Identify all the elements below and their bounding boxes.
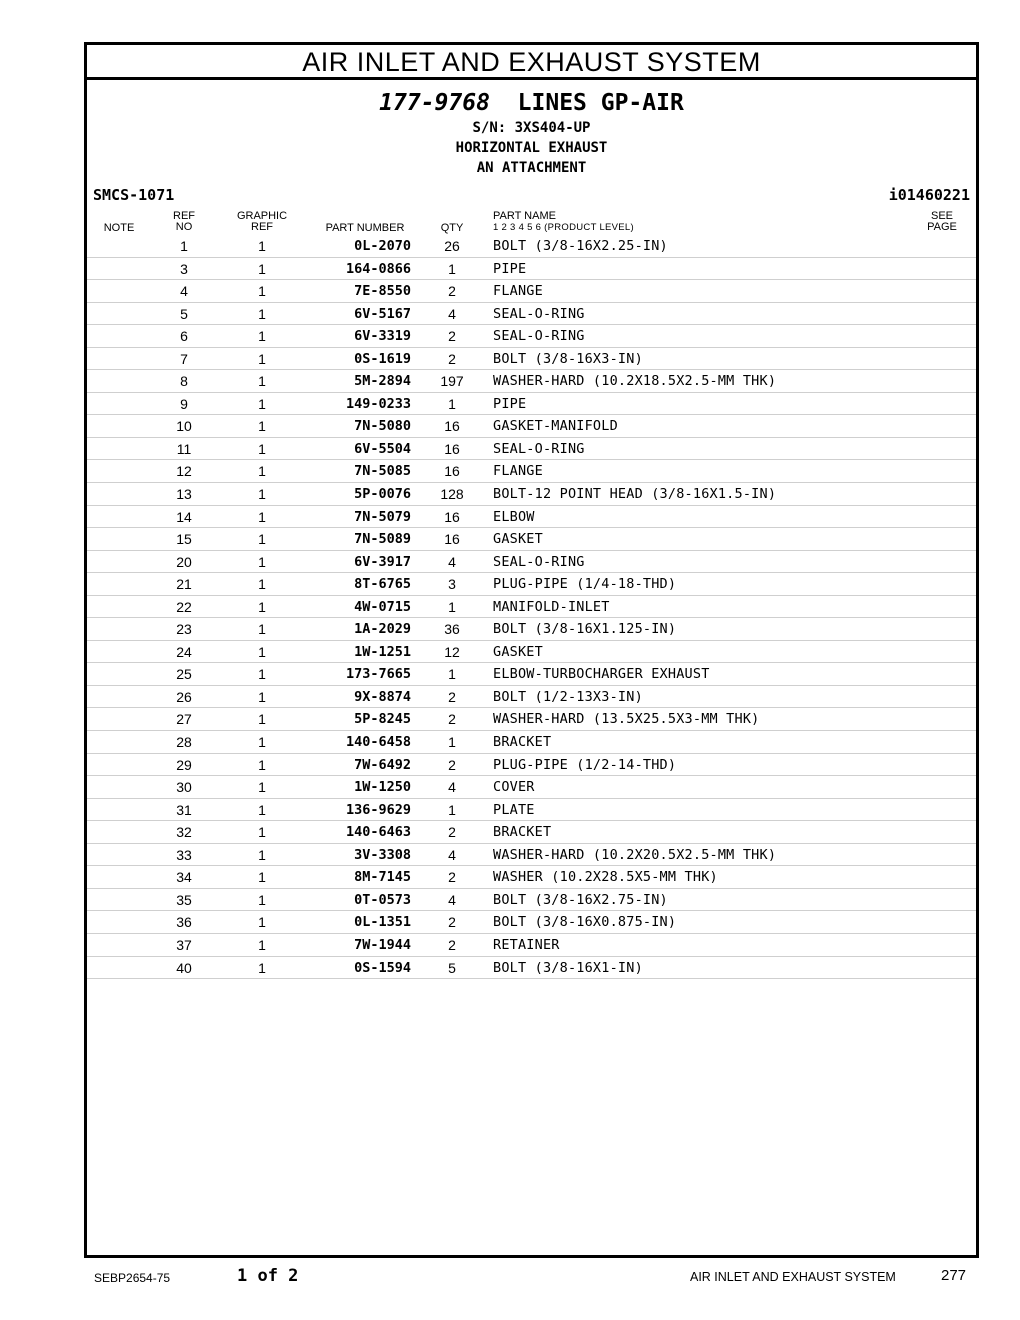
table-row xyxy=(87,280,976,303)
quantity: 1 xyxy=(448,395,456,412)
group-title xyxy=(87,89,976,117)
quantity: 2 xyxy=(448,824,456,841)
part-number: 164-0866 xyxy=(345,260,411,277)
graphic-ref: 1 xyxy=(258,305,266,322)
graphic-ref: 1 xyxy=(258,238,266,254)
graphic-ref: 1 xyxy=(258,553,266,570)
quantity: 16 xyxy=(444,531,460,548)
part-name: PIPE xyxy=(493,395,527,412)
graphic-ref: 1 xyxy=(258,914,266,931)
part-number: 7W-1944 xyxy=(354,936,411,953)
quantity: 2 xyxy=(448,688,456,705)
graphic-ref: 1 xyxy=(258,666,266,683)
ref-no: 26 xyxy=(176,688,192,705)
quantity: 1 xyxy=(448,734,456,751)
part-name: ELBOW xyxy=(493,508,535,525)
part-number: 0T-0573 xyxy=(354,891,411,908)
quantity: 2 xyxy=(448,283,456,300)
quantity: 2 xyxy=(448,756,456,773)
ref-no: 5 xyxy=(180,305,188,322)
illustration-id: i01460221 xyxy=(888,186,970,204)
document-id: SEBP2654-75 xyxy=(94,1271,171,1285)
part-number: 140-6463 xyxy=(345,824,411,841)
part-name: RETAINER xyxy=(493,936,560,953)
description-line-1: HORIZONTAL EXHAUST xyxy=(455,140,608,156)
ref-no: 31 xyxy=(176,801,192,818)
part-name: BRACKET xyxy=(493,734,552,751)
ref-no: 14 xyxy=(176,508,192,525)
graphic-ref: 1 xyxy=(258,486,266,503)
graphic-ref: 1 xyxy=(258,576,266,593)
ref-no: 22 xyxy=(176,598,192,615)
part-number: 0S-1594 xyxy=(354,959,411,976)
part-name: WASHER-HARD (10.2X18.5X2.5-MM THK) xyxy=(493,373,777,390)
ref-no: 3 xyxy=(180,260,188,277)
table-row xyxy=(87,415,976,438)
part-number: 6V-3917 xyxy=(354,553,411,570)
ref-no: 24 xyxy=(176,643,192,660)
table-row xyxy=(87,303,976,326)
part-name: GASKET xyxy=(493,531,543,548)
ref-no: 15 xyxy=(176,531,192,548)
quantity: 2 xyxy=(448,914,456,931)
table-row xyxy=(87,821,976,844)
parts-table xyxy=(87,235,976,979)
part-number: 9X-8874 xyxy=(354,688,411,705)
table-row xyxy=(87,438,976,461)
table-row xyxy=(87,483,976,506)
quantity: 16 xyxy=(444,508,460,525)
group-name: LINES GP-AIR xyxy=(517,90,684,116)
part-number: 7E-8550 xyxy=(354,283,411,300)
quantity: 1 xyxy=(448,801,456,818)
part-name: GASKET xyxy=(493,643,543,660)
quantity: 2 xyxy=(448,711,456,728)
part-name: FLANGE xyxy=(493,463,543,480)
part-name: MANIFOLD-INLET xyxy=(493,598,610,615)
part-number: 3V-3308 xyxy=(354,846,411,863)
table-row xyxy=(87,866,976,889)
part-number: 6V-5167 xyxy=(354,305,411,322)
part-name: PLUG-PIPE (1/2-14-THD) xyxy=(493,756,677,773)
header-part-name: PART NAME 1 2 3 4 5 6 (PRODUCT LEVEL) xyxy=(493,210,634,233)
graphic-ref: 1 xyxy=(258,936,266,953)
quantity: 4 xyxy=(448,846,456,863)
table-row xyxy=(87,235,976,258)
ref-no: 8 xyxy=(180,373,188,390)
table-row xyxy=(87,776,976,799)
ref-no: 35 xyxy=(176,891,192,908)
part-number: 7W-6492 xyxy=(354,756,411,773)
graphic-ref: 1 xyxy=(258,621,266,638)
graphic-ref: 1 xyxy=(258,463,266,480)
quantity: 26 xyxy=(444,238,460,254)
part-number: 8T-6765 xyxy=(354,576,411,593)
table-row xyxy=(87,618,976,641)
part-number: 5P-8245 xyxy=(354,711,411,728)
ref-no: 21 xyxy=(176,576,192,593)
ref-no: 11 xyxy=(176,440,192,457)
header-note: NOTE xyxy=(103,222,135,234)
quantity: 2 xyxy=(448,350,456,367)
graphic-ref: 1 xyxy=(258,824,266,841)
graphic-ref: 1 xyxy=(258,846,266,863)
part-name: BOLT (3/8-16X3-IN) xyxy=(493,350,643,367)
graphic-ref: 1 xyxy=(258,418,266,435)
quantity: 4 xyxy=(448,891,456,908)
part-name: BOLT (3/8-16X2.25-IN) xyxy=(493,238,668,254)
table-row xyxy=(87,844,976,867)
table-row xyxy=(87,731,976,754)
ref-no: 20 xyxy=(176,553,192,570)
quantity: 128 xyxy=(440,486,464,503)
ref-no: 33 xyxy=(176,846,192,863)
table-row xyxy=(87,934,976,957)
table-row xyxy=(87,258,976,281)
part-name: BOLT (3/8-16X1-IN) xyxy=(493,959,643,976)
part-name: WASHER (10.2X28.5X5-MM THK) xyxy=(493,869,718,886)
part-number: 136-9629 xyxy=(345,801,411,818)
part-number: 8M-7145 xyxy=(354,869,411,886)
part-name: BOLT (3/8-16X0.875-IN) xyxy=(493,914,677,931)
graphic-ref: 1 xyxy=(258,801,266,818)
header-graphic-ref: GRAPHIC REF xyxy=(236,210,288,233)
part-number: 6V-5504 xyxy=(354,440,411,457)
graphic-ref: 1 xyxy=(258,373,266,390)
quantity: 1 xyxy=(448,260,456,277)
part-number: 5P-0076 xyxy=(354,486,411,503)
quantity: 36 xyxy=(444,621,460,638)
part-name: SEAL-O-RING xyxy=(493,553,585,570)
graphic-ref: 1 xyxy=(258,688,266,705)
ref-no: 23 xyxy=(176,621,192,638)
quantity: 1 xyxy=(448,598,456,615)
ref-no: 1 xyxy=(180,238,188,254)
header-product-levels: 1 2 3 4 5 6 (PRODUCT LEVEL) xyxy=(493,222,634,233)
header-ref-no: REF NO xyxy=(173,210,195,233)
part-name: PIPE xyxy=(493,260,527,277)
ref-no: 10 xyxy=(176,418,192,435)
ref-no: 37 xyxy=(176,936,192,953)
part-name: ELBOW-TURBOCHARGER EXHAUST xyxy=(493,666,710,683)
part-name: SEAL-O-RING xyxy=(493,305,585,322)
table-row xyxy=(87,596,976,619)
quantity: 5 xyxy=(448,959,456,976)
ref-no: 36 xyxy=(176,914,192,931)
ref-no: 6 xyxy=(180,328,188,345)
part-number: 1W-1251 xyxy=(354,643,411,660)
graphic-ref: 1 xyxy=(258,440,266,457)
ref-no: 7 xyxy=(180,350,188,367)
quantity: 2 xyxy=(448,328,456,345)
graphic-ref: 1 xyxy=(258,869,266,886)
ref-no: 29 xyxy=(176,756,192,773)
ref-no: 27 xyxy=(176,711,192,728)
part-number: 7N-5079 xyxy=(354,508,411,525)
smcs-code: SMCS-1071 xyxy=(93,186,175,204)
graphic-ref: 1 xyxy=(258,643,266,660)
part-number: 7N-5085 xyxy=(354,463,411,480)
graphic-ref: 1 xyxy=(258,395,266,412)
ref-no: 13 xyxy=(176,486,192,503)
quantity: 16 xyxy=(444,418,460,435)
part-name: WASHER-HARD (13.5X25.5X3-MM THK) xyxy=(493,711,760,728)
graphic-ref: 1 xyxy=(258,350,266,367)
table-row xyxy=(87,754,976,777)
part-name: SEAL-O-RING xyxy=(493,328,585,345)
table-row xyxy=(87,708,976,731)
part-number: 7N-5089 xyxy=(354,531,411,548)
graphic-ref: 1 xyxy=(258,734,266,751)
table-row xyxy=(87,799,976,822)
graphic-ref: 1 xyxy=(258,891,266,908)
part-number: 140-6458 xyxy=(345,734,411,751)
part-name: WASHER-HARD (10.2X20.5X2.5-MM THK) xyxy=(493,846,777,863)
page-number: 277 xyxy=(941,1267,967,1284)
part-name: BOLT (3/8-16X2.75-IN) xyxy=(493,891,668,908)
part-name: PLUG-PIPE (1/4-18-THD) xyxy=(493,576,677,593)
table-row xyxy=(87,506,976,529)
table-row xyxy=(87,686,976,709)
table-row xyxy=(87,528,976,551)
section-title: AIR INLET AND EXHAUST SYSTEM xyxy=(87,45,976,80)
part-number: 6V-3319 xyxy=(354,328,411,345)
quantity: 12 xyxy=(444,643,460,660)
part-name: SEAL-O-RING xyxy=(493,440,585,457)
quantity: 2 xyxy=(448,869,456,886)
part-number: 1W-1250 xyxy=(354,779,411,796)
part-name: BOLT-12 POINT HEAD (3/8-16X1.5-IN) xyxy=(493,486,777,503)
part-number: 0L-2070 xyxy=(354,238,411,254)
description-line-2: AN ATTACHMENT xyxy=(476,160,587,176)
page-of: 1 of 2 xyxy=(237,1266,299,1286)
part-number: 5M-2894 xyxy=(354,373,411,390)
quantity: 4 xyxy=(448,553,456,570)
ref-no: 12 xyxy=(176,463,192,480)
graphic-ref: 1 xyxy=(258,779,266,796)
graphic-ref: 1 xyxy=(258,531,266,548)
graphic-ref: 1 xyxy=(258,959,266,976)
graphic-ref: 1 xyxy=(258,283,266,300)
ref-no: 30 xyxy=(176,779,192,796)
quantity: 16 xyxy=(444,440,460,457)
table-row xyxy=(87,889,976,912)
table-row xyxy=(87,551,976,574)
part-name: COVER xyxy=(493,779,535,796)
part-number: 4W-0715 xyxy=(354,598,411,615)
graphic-ref: 1 xyxy=(258,711,266,728)
graphic-ref: 1 xyxy=(258,756,266,773)
part-number: 7N-5080 xyxy=(354,418,411,435)
graphic-ref: 1 xyxy=(258,328,266,345)
table-row xyxy=(87,957,976,980)
part-name: FLANGE xyxy=(493,283,543,300)
ref-no: 25 xyxy=(176,666,192,683)
quantity: 1 xyxy=(448,666,456,683)
header-see-page: SEE PAGE xyxy=(927,210,957,233)
table-row xyxy=(87,460,976,483)
group-number: 177-9768 xyxy=(379,90,490,116)
table-row xyxy=(87,393,976,416)
table-row xyxy=(87,641,976,664)
ref-no: 32 xyxy=(176,824,192,841)
quantity: 4 xyxy=(448,305,456,322)
quantity: 4 xyxy=(448,779,456,796)
part-number: 0L-1351 xyxy=(354,914,411,931)
part-name: BRACKET xyxy=(493,824,552,841)
part-number: 149-0233 xyxy=(345,395,411,412)
table-row xyxy=(87,348,976,371)
part-number: 0S-1619 xyxy=(354,350,411,367)
ref-no: 34 xyxy=(176,869,192,886)
quantity: 3 xyxy=(448,576,456,593)
ref-no: 40 xyxy=(176,959,192,976)
part-name: PLATE xyxy=(493,801,535,818)
part-name: GASKET-MANIFOLD xyxy=(493,418,618,435)
part-name: BOLT (3/8-16X1.125-IN) xyxy=(493,621,677,638)
part-name: BOLT (1/2-13X3-IN) xyxy=(493,688,643,705)
table-row xyxy=(87,573,976,596)
table-row xyxy=(87,663,976,686)
quantity: 16 xyxy=(444,463,460,480)
graphic-ref: 1 xyxy=(258,598,266,615)
serial-number: S/N: 3XS404-UP xyxy=(472,120,591,136)
graphic-ref: 1 xyxy=(258,508,266,525)
page-frame xyxy=(84,42,979,1258)
table-row xyxy=(87,325,976,348)
graphic-ref: 1 xyxy=(258,260,266,277)
quantity: 197 xyxy=(440,373,464,390)
ref-no: 4 xyxy=(180,283,188,300)
footer-section: AIR INLET AND EXHAUST SYSTEM xyxy=(690,1270,896,1284)
header-part-number: PART NUMBER xyxy=(325,222,405,234)
part-number: 1A-2029 xyxy=(354,621,411,638)
ref-no: 28 xyxy=(176,734,192,751)
part-number: 173-7665 xyxy=(345,666,411,683)
header-qty: QTY xyxy=(440,222,464,234)
ref-no: 9 xyxy=(180,395,188,412)
table-row xyxy=(87,370,976,393)
table-row xyxy=(87,911,976,934)
quantity: 2 xyxy=(448,936,456,953)
